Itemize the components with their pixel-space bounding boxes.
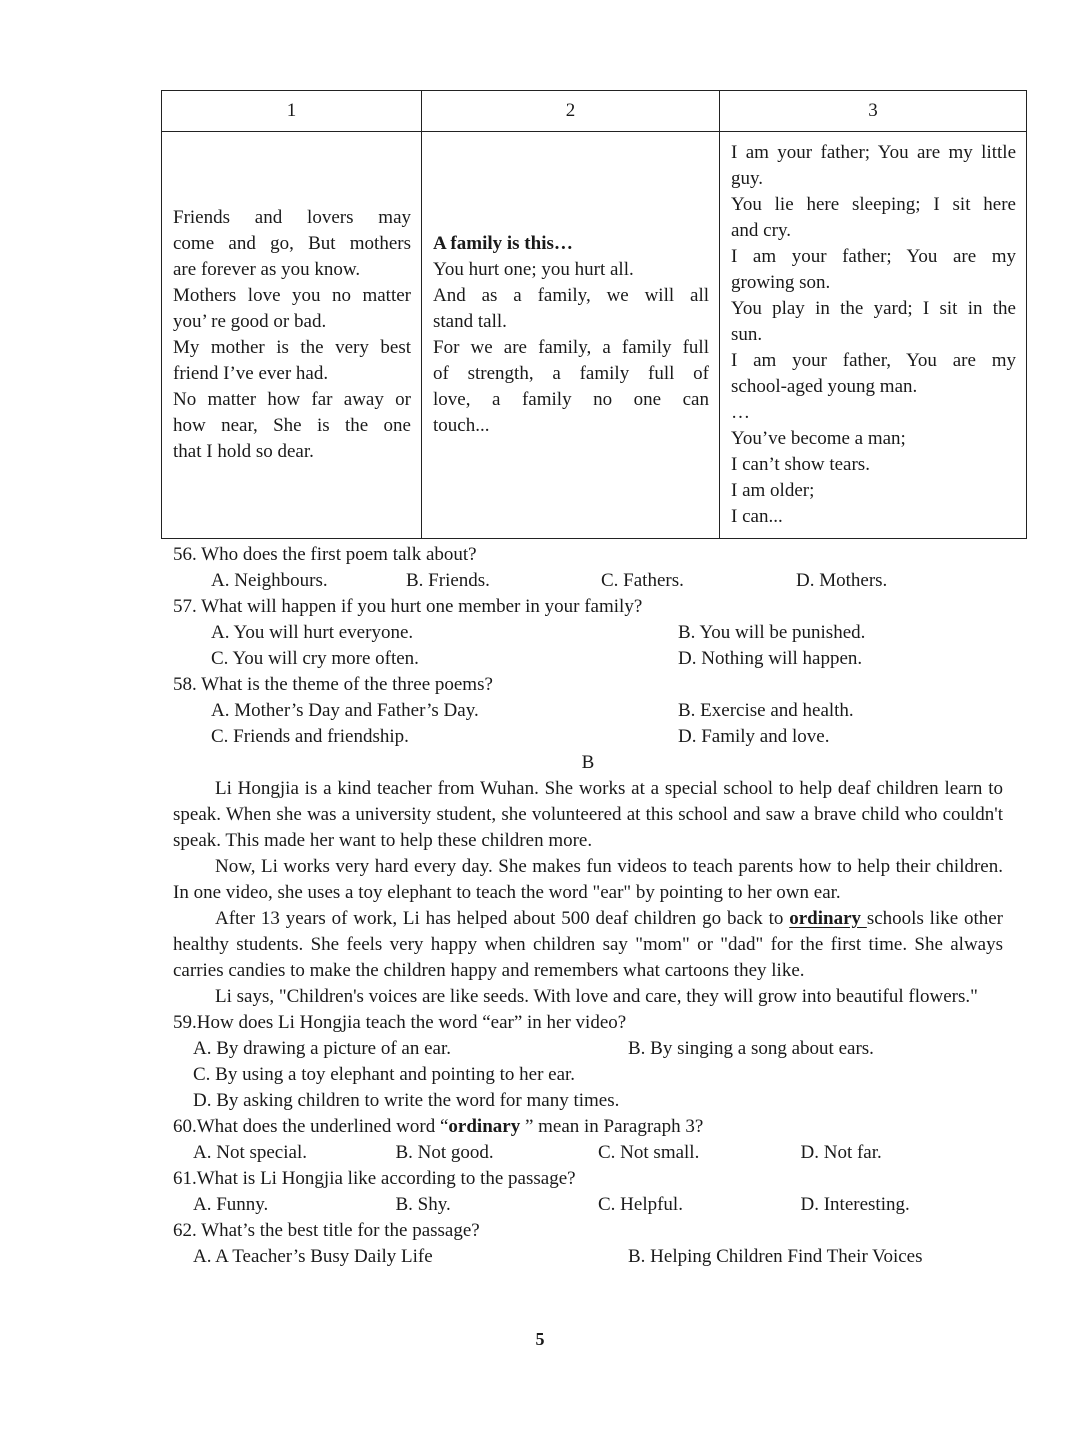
table-body-row: [162, 132, 1027, 539]
poem-line: I am your father, You are my: [731, 350, 1016, 371]
poem-line: are forever as you know.: [173, 259, 361, 280]
poem-line: I am your father; You are my: [731, 246, 1016, 267]
question-57-options-cd: [173, 646, 1003, 672]
poem-3: [720, 140, 1026, 530]
poem-2: [422, 231, 719, 439]
option-a: A. Not special.: [193, 1142, 307, 1163]
poem-line: You hurt one; you hurt all.: [433, 259, 634, 280]
option-c: C. You will cry more often.: [211, 648, 419, 669]
option-a: A. A Teacher’s Busy Daily Life: [193, 1246, 433, 1267]
passage-paragraph-4: Li says, "Children's voices are like seeds. With love and care, they will grow into beautiful flowers.": [215, 986, 978, 1007]
poem-line: I am your father; You are my little: [731, 142, 1016, 163]
option-d: D. Not far.: [800, 1142, 882, 1163]
questions-area: [173, 542, 1003, 1270]
passage-paragraph-1: Li Hongjia is a kind teacher from Wuhan. She works at a special school to help deaf children learn to speak. When she was a university student, she volunteered at this school and saw a brave child who couldn't speak. This made her want to help these children more.: [173, 778, 1003, 851]
poem-2-title: A family is this…: [433, 233, 573, 254]
option-a: A. By drawing a picture of an ear.: [193, 1038, 451, 1059]
poem-line: You’ve become a man;: [731, 428, 906, 449]
question-62-options: [173, 1244, 1003, 1270]
question-56-options: [173, 568, 1003, 594]
question-57-options-ab: [173, 620, 1003, 646]
page-number: 5: [535, 1329, 545, 1349]
poem-line: you’ re good or bad.: [173, 311, 327, 332]
poem-3-cell: [720, 132, 1027, 539]
section-b-heading: B: [581, 752, 595, 773]
question-59-options-ab: [173, 1036, 1003, 1062]
poem-line: You lie here sleeping; I sit here: [731, 194, 1016, 215]
poem-line: My mother is the very best: [173, 337, 411, 358]
option-b: B. Helping Children Find Their Voices: [628, 1246, 923, 1267]
poem-line: touch...: [433, 415, 490, 436]
option-b: B. Friends.: [406, 570, 490, 591]
poem-line: come and go, But mothers: [173, 233, 411, 254]
poem-line: sun.: [731, 324, 763, 345]
poem-line: For we are family, a family full: [433, 337, 709, 358]
question-58-options-cd: [173, 724, 1003, 750]
poem-line: No matter how far away or: [173, 389, 411, 410]
poem-line: how near, She is the one: [173, 415, 411, 436]
poem-line: guy.: [731, 168, 764, 189]
column-header-1: 1: [162, 91, 422, 132]
underlined-word: ordinary: [789, 908, 867, 929]
option-b: B. Exercise and health.: [678, 700, 854, 721]
option-a: A. You will hurt everyone.: [211, 622, 414, 643]
option-c: C. Helpful.: [598, 1194, 683, 1215]
option-d: D. Mothers.: [796, 570, 888, 591]
poem-line: I can’t show tears.: [731, 454, 870, 475]
option-b: B. You will be punished.: [678, 622, 866, 643]
option-a: A. Mother’s Day and Father’s Day.: [211, 700, 479, 721]
question-61: 61.What is Li Hongjia like according to the passage?: [173, 1168, 576, 1189]
option-b: B. Shy.: [395, 1194, 451, 1215]
poem-line: growing son.: [731, 272, 831, 293]
option-b: B. By singing a song about ears.: [628, 1038, 874, 1059]
poem-line: I can...: [731, 506, 783, 527]
poem-line: …: [731, 402, 750, 423]
poem-line: I am older;: [731, 480, 815, 501]
column-header-3: 3: [720, 91, 1027, 132]
option-a: A. Neighbours.: [211, 570, 328, 591]
poem-1-cell: [162, 132, 422, 539]
poem-line: And as a family, we will all: [433, 285, 709, 306]
question-56: 56. Who does the first poem talk about?: [173, 544, 477, 565]
poem-line: and cry.: [731, 220, 791, 241]
poem-1: [162, 205, 421, 465]
passage-paragraph-2: Now, Li works very hard every day. She makes fun videos to teach parents how to help their children. In one video, she uses a toy elephant to teach the word "ear" by pointing to her own ear.: [173, 856, 1003, 903]
poem-line: of strength, a family full of: [433, 363, 709, 384]
poem-2-cell: [422, 132, 720, 539]
option-c: C. By using a toy elephant and pointing to her ear.: [193, 1064, 576, 1085]
option-c: C. Fathers.: [601, 570, 684, 591]
question-58: 58. What is the theme of the three poems?: [173, 674, 493, 695]
option-d: D. Nothing will happen.: [678, 648, 863, 669]
poem-line: love, a family no one can: [433, 389, 709, 410]
poem-line: school-aged young man.: [731, 376, 918, 397]
poem-line: Mothers love you no matter: [173, 285, 411, 306]
question-62: 62. What’s the best title for the passage?: [173, 1220, 480, 1241]
option-d: D. By asking children to write the word for many times.: [193, 1090, 620, 1111]
poem-line: stand tall.: [433, 311, 507, 332]
option-c: C. Friends and friendship.: [211, 726, 409, 747]
table-header-row: [162, 91, 1027, 132]
option-a: A. Funny.: [193, 1194, 269, 1215]
poem-line: friend I’ve ever had.: [173, 363, 329, 384]
question-61-options: [173, 1192, 1003, 1218]
poem-line: that I hold so dear.: [173, 441, 314, 462]
option-b: B. Not good.: [395, 1142, 494, 1163]
option-c: C. Not small.: [598, 1142, 700, 1163]
option-d: D. Family and love.: [678, 726, 830, 747]
question-60-options: [173, 1140, 1003, 1166]
passage-paragraph-3: After 13 years of work, Li has helped about 500 deaf children go back to ordinary schools like other healthy students. She feels very happy when children say "mom" or "dad" for the first time. She always carries candies to make the children happy and remembers what cartoons they like.: [173, 908, 1004, 981]
question-60: 60.What does the underlined word “ordinary ” mean in Paragraph 3?: [173, 1116, 704, 1137]
column-header-2: 2: [422, 91, 720, 132]
question-58-options-ab: [173, 698, 1003, 724]
poem-line: Friends and lovers may: [173, 207, 411, 228]
option-d: D. Interesting.: [800, 1194, 910, 1215]
question-57: 57. What will happen if you hurt one member in your family?: [173, 596, 643, 617]
poem-line: You play in the yard; I sit in the: [731, 298, 1016, 319]
question-59: 59.How does Li Hongjia teach the word “ear” in her video?: [173, 1012, 627, 1033]
poem-table: [161, 90, 1027, 539]
quoted-word: ordinary: [448, 1116, 521, 1137]
